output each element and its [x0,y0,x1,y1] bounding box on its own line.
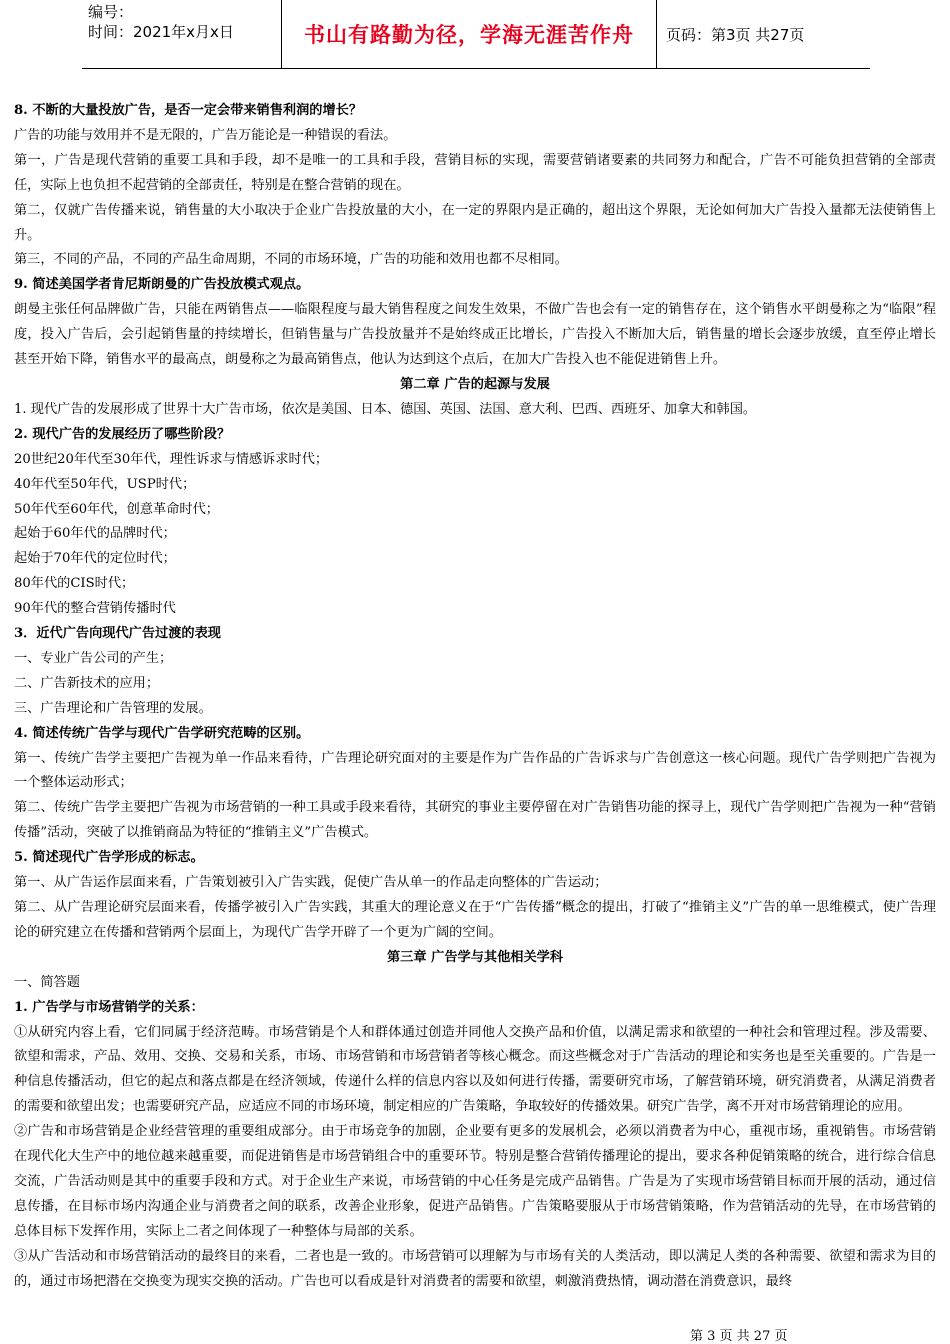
body-paragraph: 二、广告新技术的应用； [14,675,160,691]
body-paragraph: 1. 现代广告的发展形成了世界十大广告市场，依次是美国、日本、德国、英国、法国、意大利、巴西、西班牙、加拿大和韩国。 [14,401,757,417]
body-paragraph: 三、广告理论和广告管理的发展。 [14,700,212,716]
body-paragraph: 第二，仅就广告传播来说，销售量的大小取决于企业广告投放量的大小，在一定的界限内是正确的，超出这个界限，无论如何加大广告投入量都无法使销售上升。 [14,202,936,243]
body-paragraph: 朗曼主张任何品牌做广告，只能在两销售点——临限程度与最大销售程度之间发生效果，不做广告也会有一定的销售存在，这个销售水平朗曼称之为“临限”程度，投入广告后，会引起销售量的持续增长，但销售量与广告投放量并不是始终成正比增长，广告投入不断加大后，销售量的增长会逐步放缓，直至停止增长甚至开始下降，销售水平的最高点，朗曼称之为最高销售点，他认为达到这个点后，在加大广告投入也不能促进销售上升。 [14,302,936,368]
question-heading: 4. 简述传统广告学与现代广告学研究范畴的区别。 [14,725,310,741]
body-paragraph: 第一、从广告运作层面来看，广告策划被引入广告实践，促使广告从单一的作品走向整体的广告运动； [14,875,608,891]
body-paragraph: ②广告和市场营销是企业经营管理的重要组成部分。由于市场竞争的加剧，企业要有更多的发展机会，必须以消费者为中心，重视市场，重视销售。市场营销在现代化大生产中的地位越来越重要，而促进销售是市场营销组合中的重要环节。特别是整合营销传播理论的提出，要求各种促销策略的统合，进行综合信息交流，广告活动则是其中的重要手段和方式。对于企业生产来说，市场营销的中心任务是完成产品销售。广告是为了实现市场营销目标而开展的活动，通过信息传播，在目标市场内沟通企业与消费者之间的联系，改善企业形象，促进产品销售。广告策略要服从于市场营销策略，作为营销活动的先导，在市场营销的总体目标下发挥作用，实际上二者之间体现了一种整体与局部的关系。 [14,1124,936,1239]
page-label: 页码：第3页 共27页 [666,25,805,44]
question-heading: 1. 广告学与市场营销学的关系： [14,999,204,1015]
body-paragraph: ③从广告活动和市场营销活动的最终目的来看，二者也是一致的。市场营销可以理解为与市场有关的人类活动，即以满足人类的各种需要、欲望和需求为目的的，通过市场把潜在交换变为现实交换的活动。广告也可以看成是针对消费者的需要和欲望，刺激消费热情，调动潜在消费意识，最终 [14,1248,936,1289]
header-left-cell [82,0,282,68]
body-paragraph: 50年代至60年代，创意革命时代； [14,501,219,517]
page-footer [690,1325,787,1344]
body-paragraph: 一、简答题 [14,974,80,990]
motto-text: 书山有路勤为径，学海无涯苦作舟 [304,23,634,47]
body-paragraph: 第一，广告是现代营销的重要工具和手段，却不是唯一的工具和手段，营销目标的实现，需要营销诸要素的共同努力和配合，广告不可能负担营销的全部责任，实际上也负担不起营销的全部责任，特别是在整合营销的现在。 [14,152,936,193]
body-paragraph: 40年代至50年代，USP时代； [14,476,196,492]
body-paragraph: 第三，不同的产品，不同的产品生命周期，不同的市场环境，广告的功能和效用也都不尽相同。 [14,252,568,268]
question-heading: 2. 现代广告的发展经历了哪些阶段？ [14,426,231,442]
time-label: 时间：2021年x月x日 [88,23,234,41]
chapter-heading: 第三章 广告学与其他相关学科 [386,949,564,965]
chapter-heading: 第二章 广告的起源与发展 [400,376,550,392]
document-body [14,99,936,1295]
footer-page-number: 第 3 页 共 27 页 [690,1329,788,1344]
header-motto-cell [282,0,657,68]
body-paragraph: 第二、从广告理论研究层面来看，传播学被引入广告实践，其重大的理论意义在于“广告传播”概念的提出，打破了“推销主义”广告的单一思维模式，使广告理论的研究建立在传播和营销两个层面上，为现代广告学开辟了一个更为广阔的空间。 [14,900,936,940]
body-paragraph: 第一、传统广告学主要把广告视为单一作品来看待，广告理论研究面对的主要是作为广告作品的广告诉求与广告创意这一核心问题。现代广告学则把广告视为一个整体运动形式； [14,750,936,791]
body-paragraph: 广告的功能与效用并不是无限的，广告万能论是一种错误的看法。 [14,127,397,143]
body-paragraph: 80年代的CIS时代； [14,576,135,592]
body-paragraph: ①从研究内容上看，它们同属于经济范畴。市场营销是个人和群体通过创造并同他人交换产品和价值，以满足需求和欲望的一种社会和管理过程。涉及需要、欲望和需求，产品、效用、交换、交易和关系，市场、市场营销和市场营销者等核心概念。而这些概念对于广告活动的理论和实务也是至关重要的。广告是一种信息传播活动，但它的起点和落点都是在经济领域，传递什么样的信息内容以及如何进行传播，需要研究市场，了解营销环境，研究消费者，从满足消费者的需要和欲望出发；也需要研究产品，应适应不同的市场环境，制定相应的广告策略，争取较好的传播效果。研究广告学，离不开对市场营销理论的应用。 [14,1024,936,1115]
question-heading: 8. 不断的大量投放广告，是否一定会带来销售利润的增长？ [14,103,363,118]
question-heading: 9. 简述美国学者肯尼斯朗曼的广告投放模式观点。 [14,277,310,293]
body-paragraph: 起始于60年代的品牌时代； [14,526,176,542]
body-paragraph: 90年代的整合营销传播时代 [14,601,176,617]
body-paragraph: 20世纪20年代至30年代，理性诉求与情感诉求时代； [14,451,329,467]
body-paragraph: 第二、传统广告学主要把广告视为市场营销的一种工具或手段来看待，其研究的事业主要停留在对广告销售功能的探寻上，现代广告学则把广告视为一种“营销传播”活动，突破了以推销商品为特征的“推销主义”广告模式。 [14,800,936,841]
question-heading: 5. 简述现代广告学形成的标志。 [14,850,204,866]
question-heading: 3．近代广告向现代广告过渡的表现 [14,626,221,642]
number-label: 编号： [88,3,134,21]
body-paragraph: 起始于70年代的定位时代； [14,551,176,567]
header-page-cell [657,0,870,68]
page-header [82,0,870,69]
body-paragraph: 一、专业广告公司的产生； [14,650,173,666]
